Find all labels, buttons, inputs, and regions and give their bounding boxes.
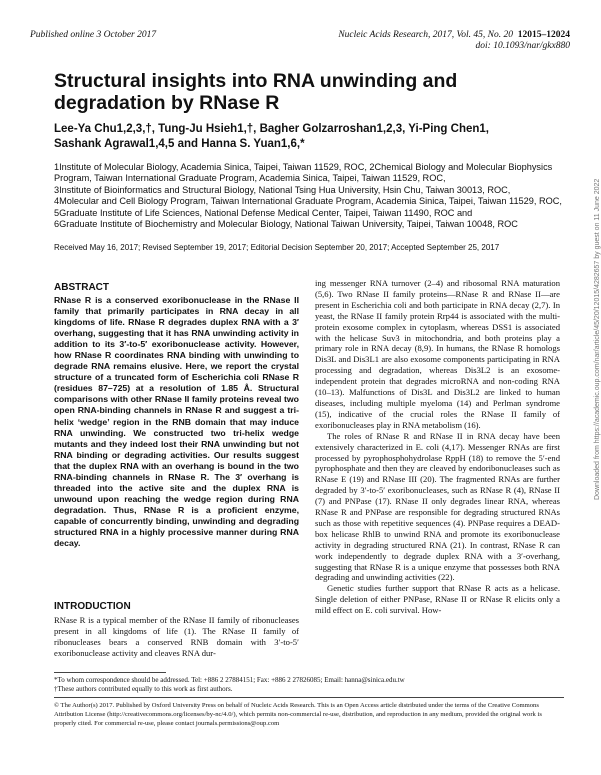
authors-line-1: Lee-Ya Chu1,2,3,†, Tung-Ju Hsieh1,†, Bagher Golzarroshan1,2,3, Yi-Ping Chen1, (54, 123, 489, 135)
affiliation: 4Molecular and Cell Biology Program, Taiwan International Graduate Program, Academia Sinica, Taipei, Taiwan 11529, ROC, 5Graduate Institute of Life Sciences, National Defense Medical Center, Taipei, Taiwan 11490, ROC and (54, 196, 562, 218)
license-text: © The Author(s) 2017. Published by Oxford University Press on behalf of Nucleic Acids Research. This is an Open Access article distributed under the terms of the Creative Commons Attribution License (http://creativecommons.org/licenses/by-nc/4.0/), which permits non-commercial re-use, distribution, and reproduction in any medium, provided the original work is properly cited. For commercial re-use, please contact journals.permissions@oup.com (54, 702, 542, 727)
introduction-text: RNase R is a typical member of the RNase II family of ribonucleases present in all kingdoms of life (1). The RNase II family of ribonucleases bears a conserved RNB domain with 3′-to-5′ exoribonuclease activity and cleaves RNA dur- (54, 615, 299, 658)
abstract-text: RNase R is a conserved exoribonuclease in the RNase II family that primarily participates in RNA decay in all kingdoms of life. RNase R degrades duplex RNA with a 3′ overhang, suggesting that it has RNA unwinding activity in addition to its 3′-to-5′ exoribonuclease activity. However, how RNase R coordinates RNA binding with unwinding to degrade RNA remains elusive. Here, we report the crystal structure of a truncated form of Escherichia coli RNase R (residues 87–725) at a resolution of 1.85 Å. Structural comparisons with other RNase II family proteins reveal two open RNA-binding channels in RNase R and suggest a tri-helix ‘wedge’ region in the RNB domain that may induce RNA unwinding. We constructed two tri-helix wedge mutants and they indeed lost their RNA unwinding but not RNA binding or degrading activities. Our results suggest that the duplex RNA with an overhang is bound in the two RNA-binding channels in RNase R. The 3′ overhang is threaded into the active site and the duplex RNA is unwound upon reaching the wedge region during RNA degradation. Thus, RNase R is a proficient enzyme, capable of concurrently binding, unwinding and degrading structured RNA in a highly processive manner during RNA decay. (54, 295, 299, 549)
correspondence-footnote: *To whom correspondence should be addressed. Tel: +886 2 27884151; Fax: +886 2 27826085; Email: hanna@sinica.edu.tw (54, 676, 405, 684)
doi: doi: 10.1093/nar/gkx880 (475, 41, 570, 51)
footnote-divider (54, 672, 166, 673)
page-range: 12015–12024 (517, 30, 570, 40)
paper-title: Structural insights into RNA unwinding and degradation by RNase R (54, 70, 458, 114)
affiliation: 6Graduate Institute of Biochemistry and Molecular Biology, National Taiwan University, Taipei, Taiwan 10048, ROC (54, 219, 518, 230)
right-column-text (315, 278, 560, 616)
affiliation: 3Institute of Bioinformatics and Structural Biology, National Tsing Hua University, Hsin Chu, Taiwan 30013, ROC, (54, 184, 511, 195)
journal-citation (338, 30, 570, 52)
body-paragraph: The roles of RNase R and RNase II in RNA decay have been extensively characterized in E. coli (4,17). Messenger RNAs are first processed by pyrophosphohydrolase RppH (18) to remove the 5′-end pyrophosphate and then they are cleaved by endoribonucleases such as RNase E (19) and RNase III (20). The fragmented RNAs are further degraded by 3′-to-5′ exoribonucleases, such as RNase R (4), RNase II (7) and PNPase (17). RNase II only degrades linear RNA, whereas RNase R and PNPase are responsible for degrading structured RNAs such as those with repetitive sequences (4). PNPase requires a DEAD-box helicase RhlB to unwind RNA and promote its exoribonuclease activity in degrading structured RNA (21). In contrast, RNase R can work independently to degrade duplex RNA with a 3′-overhang, suggesting that RNase R is a unique enzyme that possesses both RNA degrading and unwinding activities (22). (315, 430, 560, 583)
journal-name: Nucleic Acids Research, 2017, Vol. 45, No. 20 (338, 30, 513, 40)
body-paragraph: Genetic studies further support that RNase R acts as a helicase. Single deletion of either PNPase, RNase II or RNase R elicits only a mild effect on E. coli survival. How- (315, 583, 560, 616)
license-divider (54, 697, 564, 698)
footnotes (54, 676, 564, 694)
author-list (54, 122, 554, 152)
affiliations (54, 162, 564, 230)
submission-dates: Received May 16, 2017; Revised September 19, 2017; Editorial Decision September 20, 2017; Accepted September 25, 2017 (54, 243, 500, 252)
abstract-heading: ABSTRACT (54, 282, 109, 293)
introduction-heading: INTRODUCTION (54, 601, 131, 612)
body-paragraph: ing messenger RNA turnover (2–4) and ribosomal RNA maturation (5,6). Two RNase II family proteins—RNase R and RNase II—are present in Escherichia coli and both participate in RNA decay (2,7). In yeast, the RNase II family protein Rrp44 is associated with the multi-protein exosome complex in cytoplasm, whereas DSS1 is associated with the helicase Suv3 in mitochondria, and both proteins play a primary role in RNA decay (8,9). In humans, the RNase R homologs Dis3L and Dis3L1 are also exosome components participating in RNA processing and degradation, whereas Dis3L2 is an exosome-independent protein that degrades microRNA and non-coding RNA (10–13). Malfunctions of Dis3L and Dis3L2 are linked to human diseases, including multiple myeloma (14) and Perlman syndrome (15), indicative of the crucial roles the RNase II family of exoribonucleases play in RNA metabolism (16). (315, 278, 560, 430)
authors-line-2: Sashank Agrawal1,4,5 and Hanna S. Yuan1,6,* (54, 138, 305, 150)
published-date: Published online 3 October 2017 (30, 30, 157, 40)
affiliation: 1Institute of Molecular Biology, Academia Sinica, Taipei, Taiwan 11529, ROC, 2Chemical Biology and Molecular Biophysics Program, Taiwan International Graduate Program, Academia Sinica, Taipei, Taiwan 11529, ROC, (54, 162, 553, 184)
download-note: Downloaded from https://academic.oup.com/nar/article/45/20/12015/4282657 by guest on 11 June 2022 (594, 178, 601, 500)
equal-contribution-footnote: †These authors contributed equally to this work as first authors. (54, 685, 233, 693)
